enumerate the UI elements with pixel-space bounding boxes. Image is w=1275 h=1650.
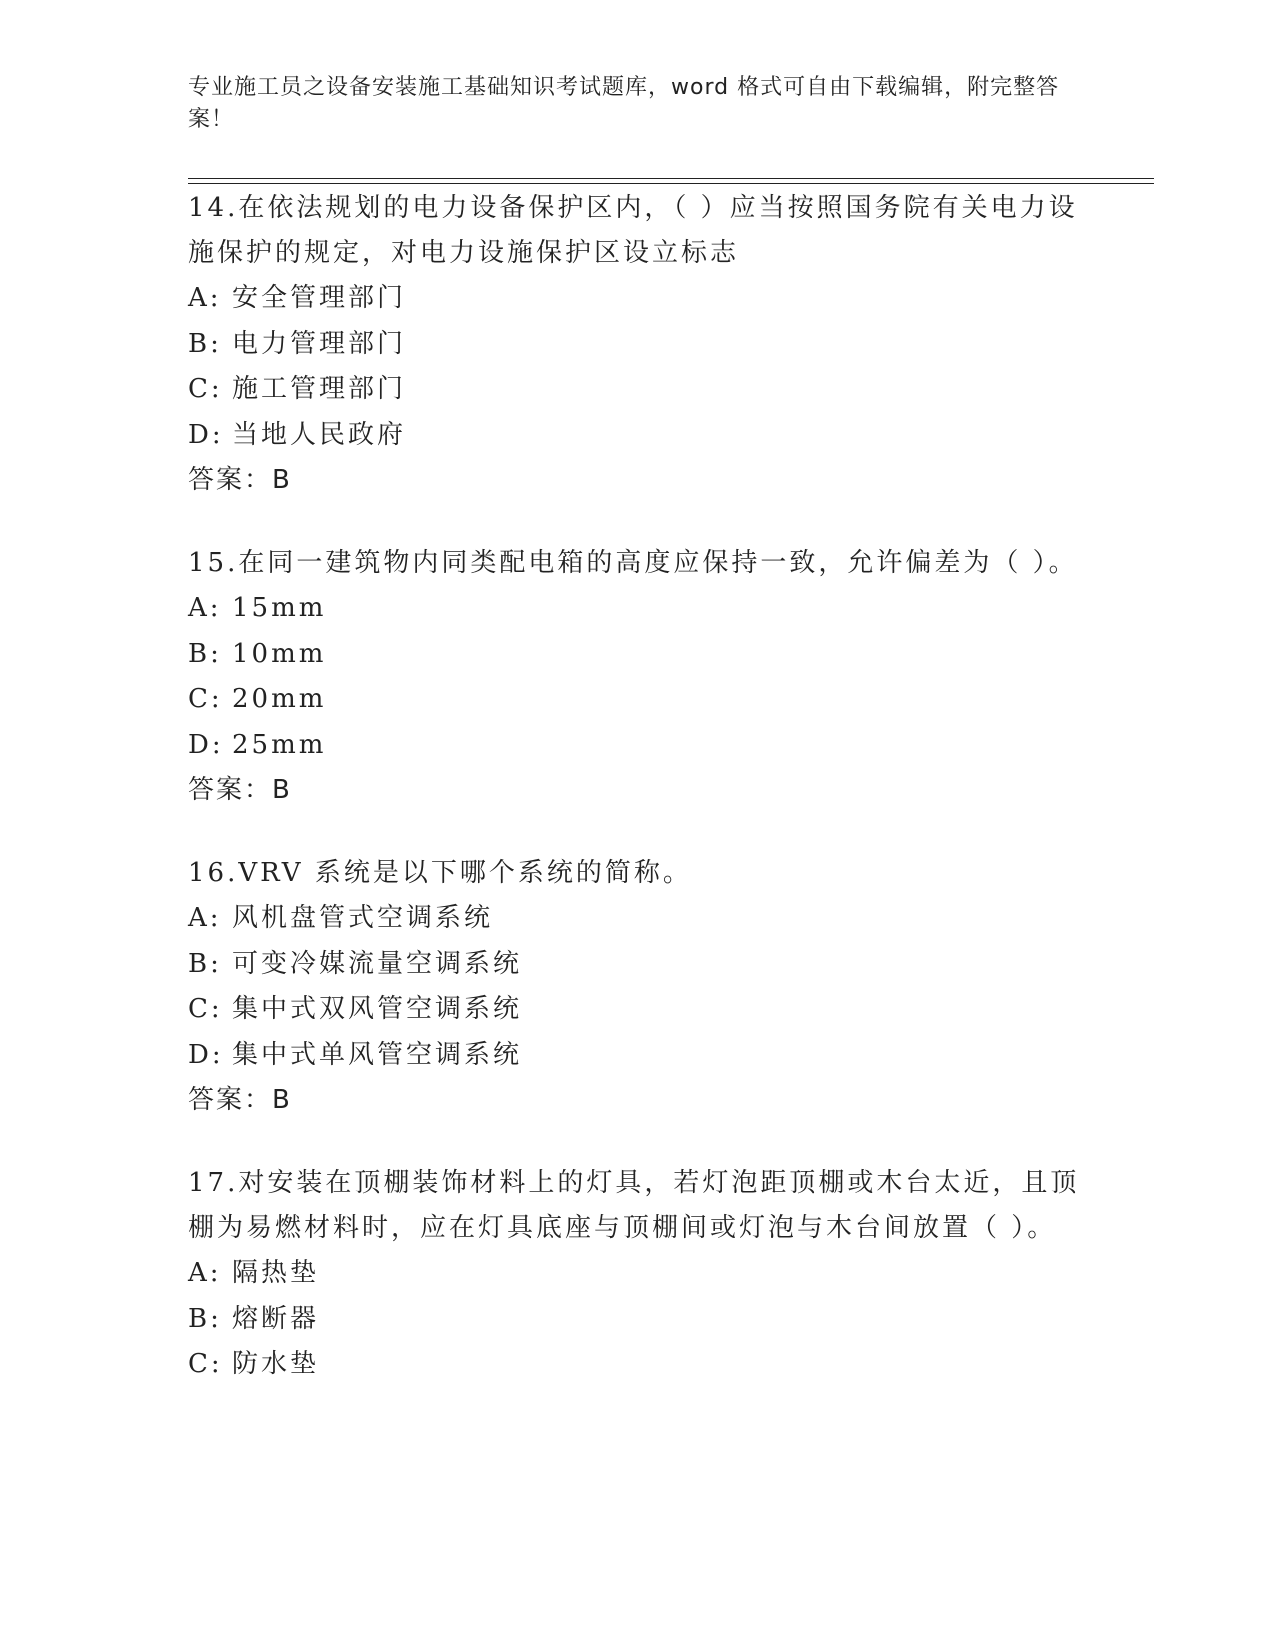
question-text: 17.对安装在顶棚装饰材料上的灯具，若灯泡距顶棚或木台太近，且顶棚为易燃材料时，应在灯具底座与顶棚间或灯泡与木台间放置（ ）。	[188, 1168, 1080, 1243]
option-text: 可变冷媒流量空调系统	[232, 948, 523, 979]
answer-line: 答案：B	[188, 1085, 292, 1115]
option-c	[188, 367, 1088, 413]
option-b	[188, 632, 1088, 678]
document-header: 专业施工员之设备安装施工基础知识考试题库，word 格式可自由下载编辑，附完整答案！	[188, 75, 1060, 132]
option-text: 15mm	[232, 593, 327, 623]
answer-line: 答案：B	[188, 465, 292, 495]
question-14	[188, 186, 1088, 503]
option-key: A:	[188, 283, 222, 313]
question-15	[188, 541, 1088, 813]
header-divider-top	[188, 178, 1154, 179]
option-key: D:	[188, 1039, 224, 1070]
option-key: B:	[188, 948, 222, 979]
answer-line: 答案：B	[188, 775, 292, 805]
option-key: A:	[188, 1258, 222, 1288]
option-text: 施工管理部门	[232, 374, 407, 404]
question-list	[188, 186, 1088, 1426]
option-key: A:	[188, 593, 222, 623]
option-a	[188, 1251, 1088, 1297]
option-text: 10mm	[232, 638, 327, 669]
option-key: B:	[188, 328, 222, 359]
option-text: 安全管理部门	[232, 283, 407, 313]
option-key: C:	[188, 684, 223, 714]
option-b	[188, 322, 1088, 368]
question-17	[188, 1161, 1088, 1388]
option-d	[188, 413, 1088, 459]
question-text: 16.VRV 系统是以下哪个系统的简称。	[188, 858, 692, 888]
option-a	[188, 276, 1088, 322]
question-16	[188, 851, 1088, 1123]
option-b	[188, 942, 1088, 988]
option-key: C:	[188, 374, 223, 404]
question-text: 15.在同一建筑物内同类配电箱的高度应保持一致，允许偏差为（ ）。	[188, 548, 1078, 578]
option-text: 集中式单风管空调系统	[232, 1039, 523, 1070]
option-key: B:	[188, 638, 222, 669]
option-d	[188, 1033, 1088, 1079]
option-key: D:	[188, 729, 224, 760]
option-text: 风机盘管式空调系统	[232, 903, 494, 933]
option-c	[188, 677, 1088, 723]
option-b	[188, 1297, 1088, 1343]
option-c	[188, 987, 1088, 1033]
option-text: 20mm	[232, 684, 327, 714]
option-text: 25mm	[232, 729, 327, 760]
option-key: C:	[188, 994, 223, 1024]
option-text: 当地人民政府	[232, 419, 407, 450]
option-a	[188, 896, 1088, 942]
option-key: B:	[188, 1303, 222, 1334]
option-key: C:	[188, 1349, 223, 1379]
option-text: 隔热垫	[232, 1258, 320, 1288]
option-key: D:	[188, 419, 224, 450]
question-text: 14.在依法规划的电力设备保护区内，（ ）应当按照国务院有关电力设施保护的规定，对电力设施保护区设立标志	[188, 193, 1078, 268]
option-text: 集中式双风管空调系统	[232, 994, 523, 1024]
option-d	[188, 723, 1088, 769]
option-a	[188, 586, 1088, 632]
option-text: 防水垫	[232, 1349, 320, 1379]
option-key: A:	[188, 903, 222, 933]
option-c	[188, 1342, 1088, 1388]
option-text: 熔断器	[232, 1303, 320, 1334]
option-text: 电力管理部门	[232, 328, 407, 359]
header-divider-bottom	[188, 183, 1154, 184]
